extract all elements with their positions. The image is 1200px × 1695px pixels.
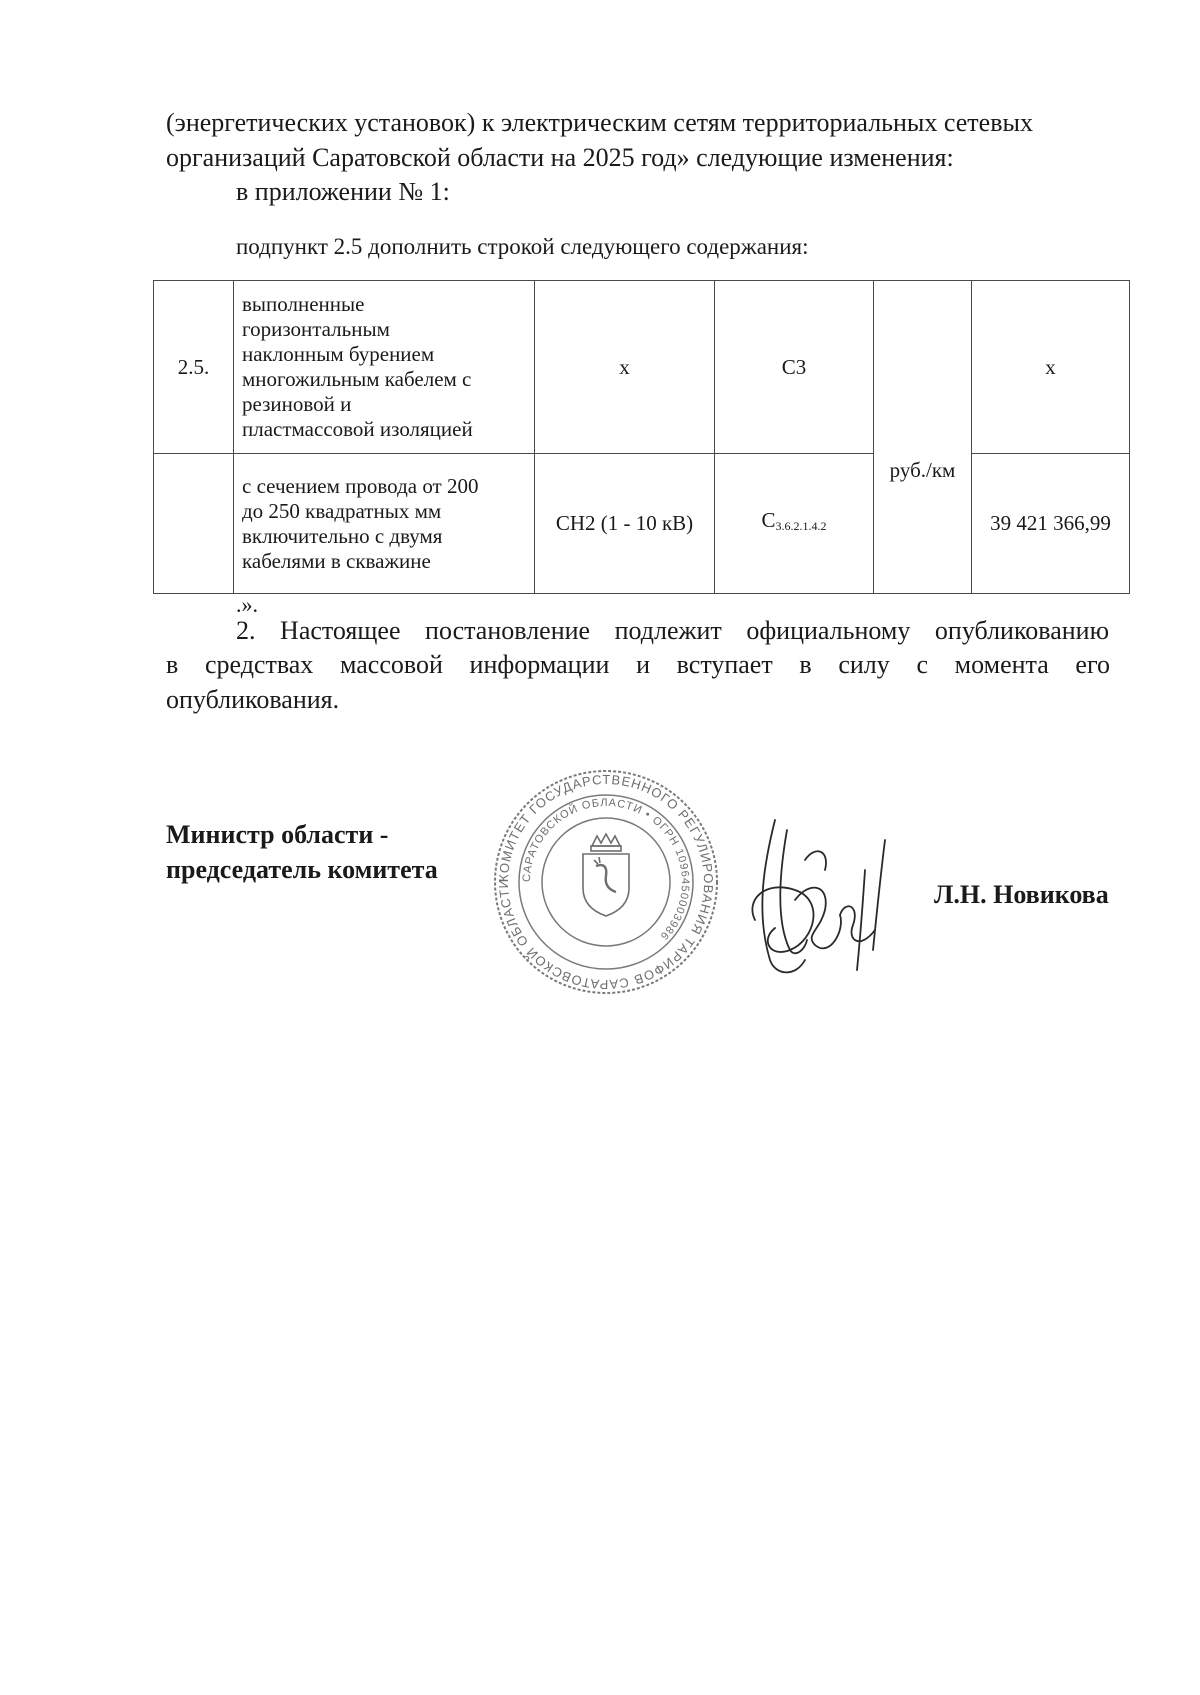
intro-line-1: (энергетических установок) к электрическим сетям территориальных сетевых xyxy=(166,108,1033,137)
unit-label: руб./км xyxy=(889,458,956,482)
intro-line-2: организаций Саратовской области на 2025 год» следующие изменения: xyxy=(166,143,954,172)
signatory-title-line-2: председатель комитета xyxy=(166,855,438,884)
voltage-level-cell: х xyxy=(535,281,715,454)
description-cell xyxy=(234,281,535,454)
description-line: горизонтальным xyxy=(242,317,390,341)
seal-outer-text: КОМИТЕТ ГОСУДАРСТВЕННОГО РЕГУЛИРОВАНИЯ ТАРИФОВ САРАТОВСКОЙ ОБЛАСТИ xyxy=(495,771,717,993)
description-line: наклонным бурением xyxy=(242,342,435,366)
rate-code-cell xyxy=(715,454,874,594)
table-row xyxy=(154,454,1130,594)
row-number-cell: 2.5. xyxy=(154,281,234,454)
paragraph-2-line-2: в средствах массовой информации и вступает в силу с момента его xyxy=(166,650,1110,679)
intro-line-3: в приложении № 1: xyxy=(236,177,450,206)
seal-inner-text: САРАТОВСКОЙ ОБЛАСТИ • ОГРН 1096450003986 xyxy=(520,796,692,943)
description-line: кабелями в скважине xyxy=(242,548,431,573)
row-number-cell xyxy=(154,454,234,594)
official-seal xyxy=(492,768,720,996)
description-line: выполненные xyxy=(242,292,365,316)
description-line: многожильным кабелем с xyxy=(242,367,472,391)
signatory-name: Л.Н. Новикова xyxy=(934,880,1109,909)
handwritten-signature xyxy=(735,800,915,985)
rate-code-subscript: 3.6.2.1.4.2 xyxy=(775,519,827,533)
description-line: резиновой и xyxy=(242,392,352,416)
intro-line-4: подпункт 2.5 дополнить строкой следующего содержания: xyxy=(236,234,809,259)
table-row xyxy=(154,281,1130,454)
paragraph-2-line-1: 2. Настоящее постановление подлежит официальному опубликованию xyxy=(236,616,1109,645)
description-line: до 250 квадратных мм xyxy=(242,498,442,523)
signatory-title-line-1: Министр области - xyxy=(166,820,389,849)
rate-code-cell: С3 xyxy=(715,281,874,454)
unit-cell xyxy=(874,281,972,594)
description-line: с сечением провода от 200 xyxy=(242,473,479,498)
value-cell: 39 421 366,99 xyxy=(972,454,1130,594)
value-cell: х xyxy=(972,281,1130,454)
voltage-level-cell: СН2 (1 - 10 кВ) xyxy=(535,454,715,594)
description-cell xyxy=(234,454,535,594)
tariff-table xyxy=(153,280,1130,594)
paragraph-2-line-3: опубликования. xyxy=(166,685,340,714)
closing-quote: .». xyxy=(236,592,258,617)
description-line: пластмассовой изоляцией xyxy=(242,417,473,441)
description-line: включительно с двумя xyxy=(242,523,443,548)
coat-of-arms-icon xyxy=(583,834,629,916)
rate-code-main: С xyxy=(761,508,776,532)
